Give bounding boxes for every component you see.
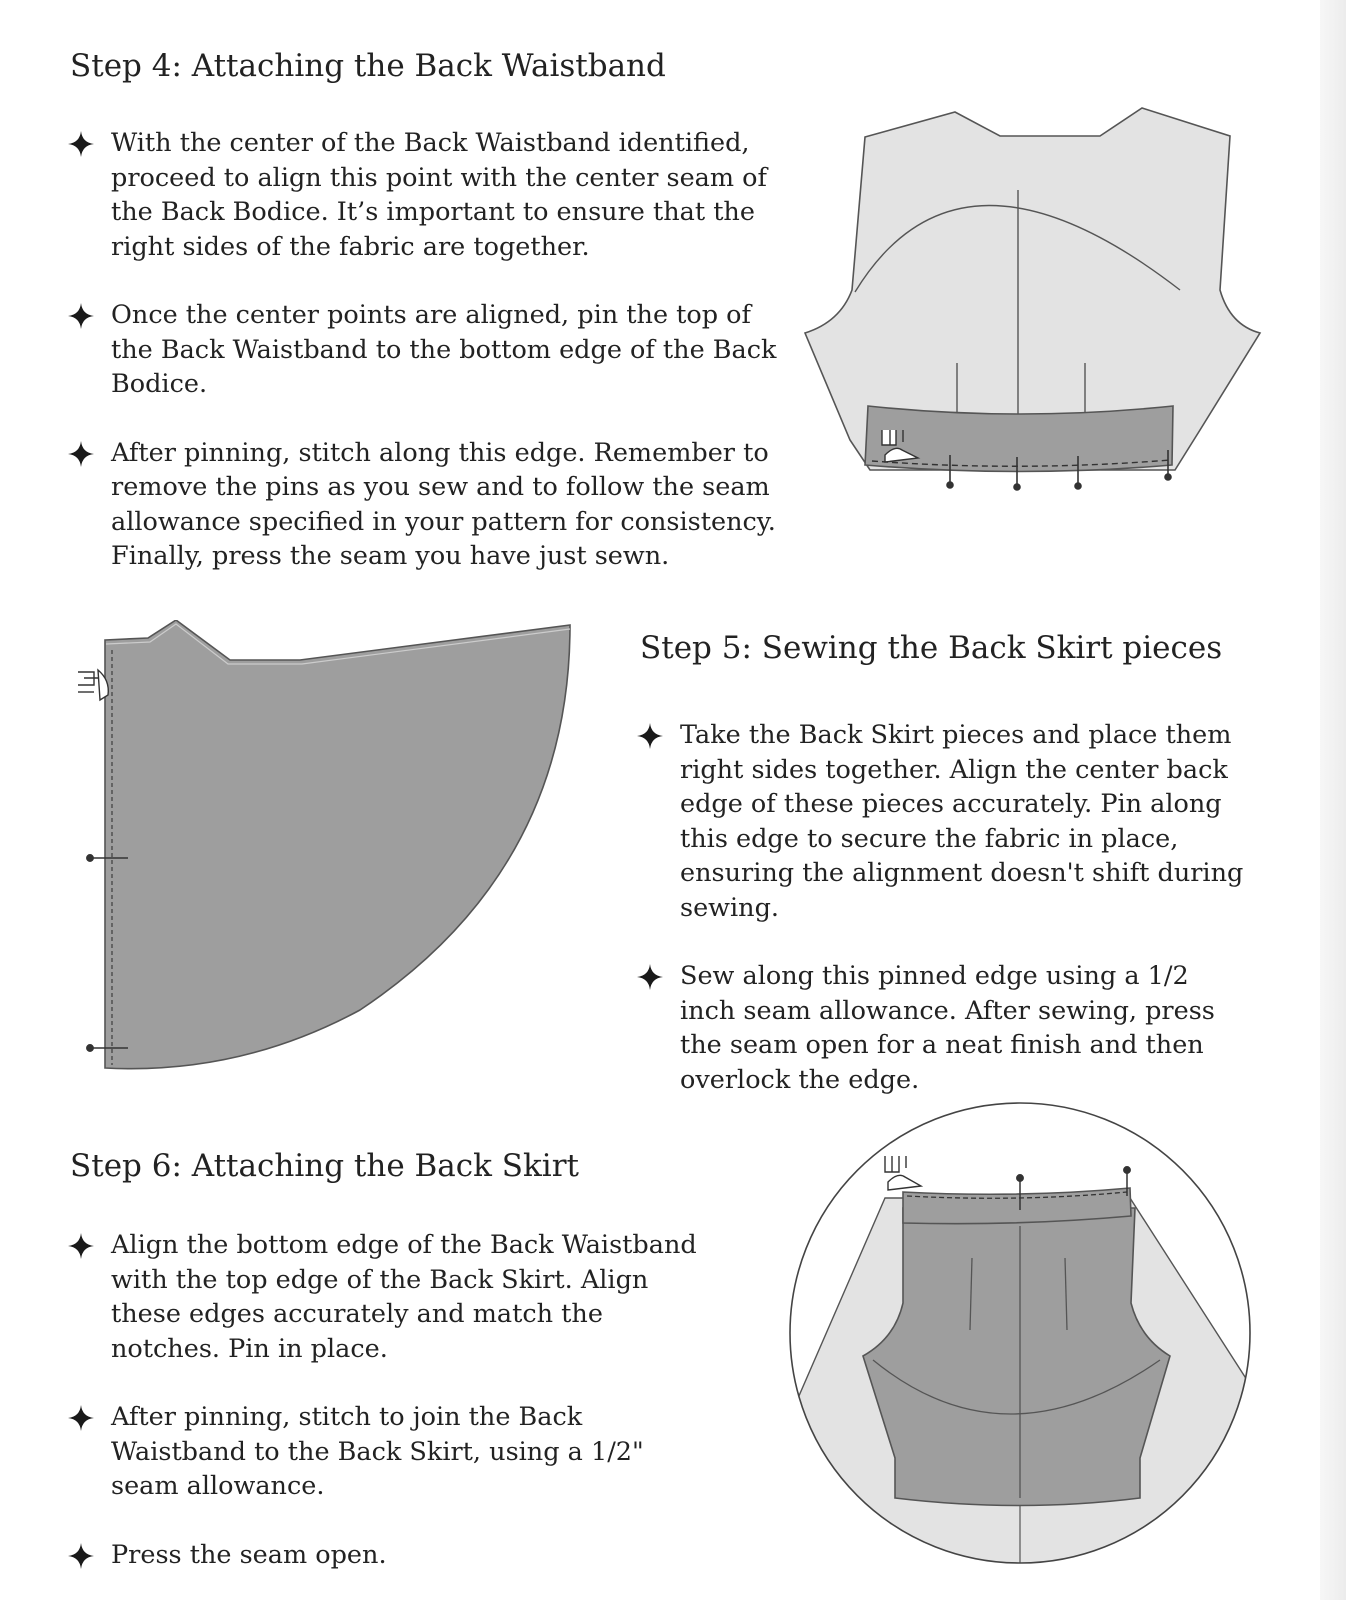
bullet-text: Once the center points are aligned, pin the top of the Back Waistband to the bottom edge of the Back Bodice. [111, 300, 777, 399]
list-item [68, 436, 778, 574]
step6-title: Step 6: Attaching the Back Skirt [70, 1148, 580, 1184]
star-bullet-icon [68, 1543, 94, 1569]
back-waistband-piece [865, 406, 1173, 472]
bullet-text: Take the Back Skirt pieces and place them right sides together. Align the center back edge of these pieces accurately. Pin along this edge to secure the fabric in place, ensuring the alignment doesn't shift during sewing. [680, 720, 1244, 923]
back-skirt-piece [105, 620, 570, 1069]
back-waistband-piece [903, 1188, 1131, 1224]
list-item [68, 126, 778, 264]
skirt-attachment-circle-illustration [785, 1098, 1265, 1574]
presser-foot-icon [78, 670, 108, 700]
list-item [68, 1228, 708, 1366]
step5-title: Step 5: Sewing the Back Skirt pieces [640, 630, 1223, 666]
page-edge-shadow [1320, 0, 1346, 1600]
bullet-text: With the center of the Back Waistband identified, proceed to align this point with the center seam of the Back Bodice. It’s important to ensure that the right sides of the fabric are together. [111, 128, 767, 262]
bullet-text: Sew along this pinned edge using a 1/2 inch seam allowance. After sewing, press the seam open for a neat finish and then overlock the edge. [680, 961, 1215, 1095]
list-item [68, 1400, 708, 1504]
bullet-text: Press the seam open. [111, 1539, 387, 1570]
list-item [68, 1538, 708, 1573]
bullet-text: After pinning, stitch along this edge. Remember to remove the pins as you sew and to follow the seam allowance specified in your pattern for consistency. Finally, press the seam you have just sewn. [111, 437, 776, 571]
step6-list [68, 1228, 708, 1606]
star-bullet-icon [68, 1405, 94, 1431]
back-skirt-illustration [70, 620, 590, 1090]
bodice-waistband-illustration [800, 100, 1270, 520]
list-item [637, 718, 1247, 925]
step4-title: Step 4: Attaching the Back Waistband [70, 48, 666, 84]
star-bullet-icon [637, 723, 663, 749]
bullet-text: After pinning, stitch to join the Back Waistband to the Back Skirt, using a 1/2" seam allowance. [111, 1402, 644, 1501]
list-item [68, 298, 778, 402]
star-bullet-icon [68, 131, 94, 157]
back-bodice-piece [863, 1208, 1170, 1506]
step4-list [68, 126, 778, 608]
step5-list [637, 718, 1247, 1131]
star-bullet-icon [68, 441, 94, 467]
star-bullet-icon [637, 964, 663, 990]
bullet-text: Align the bottom edge of the Back Waistband with the top edge of the Back Skirt. Align these edges accurately and match the notches. Pin in place. [111, 1230, 697, 1364]
star-bullet-icon [68, 1233, 94, 1259]
star-bullet-icon [68, 303, 94, 329]
list-item [637, 959, 1247, 1097]
